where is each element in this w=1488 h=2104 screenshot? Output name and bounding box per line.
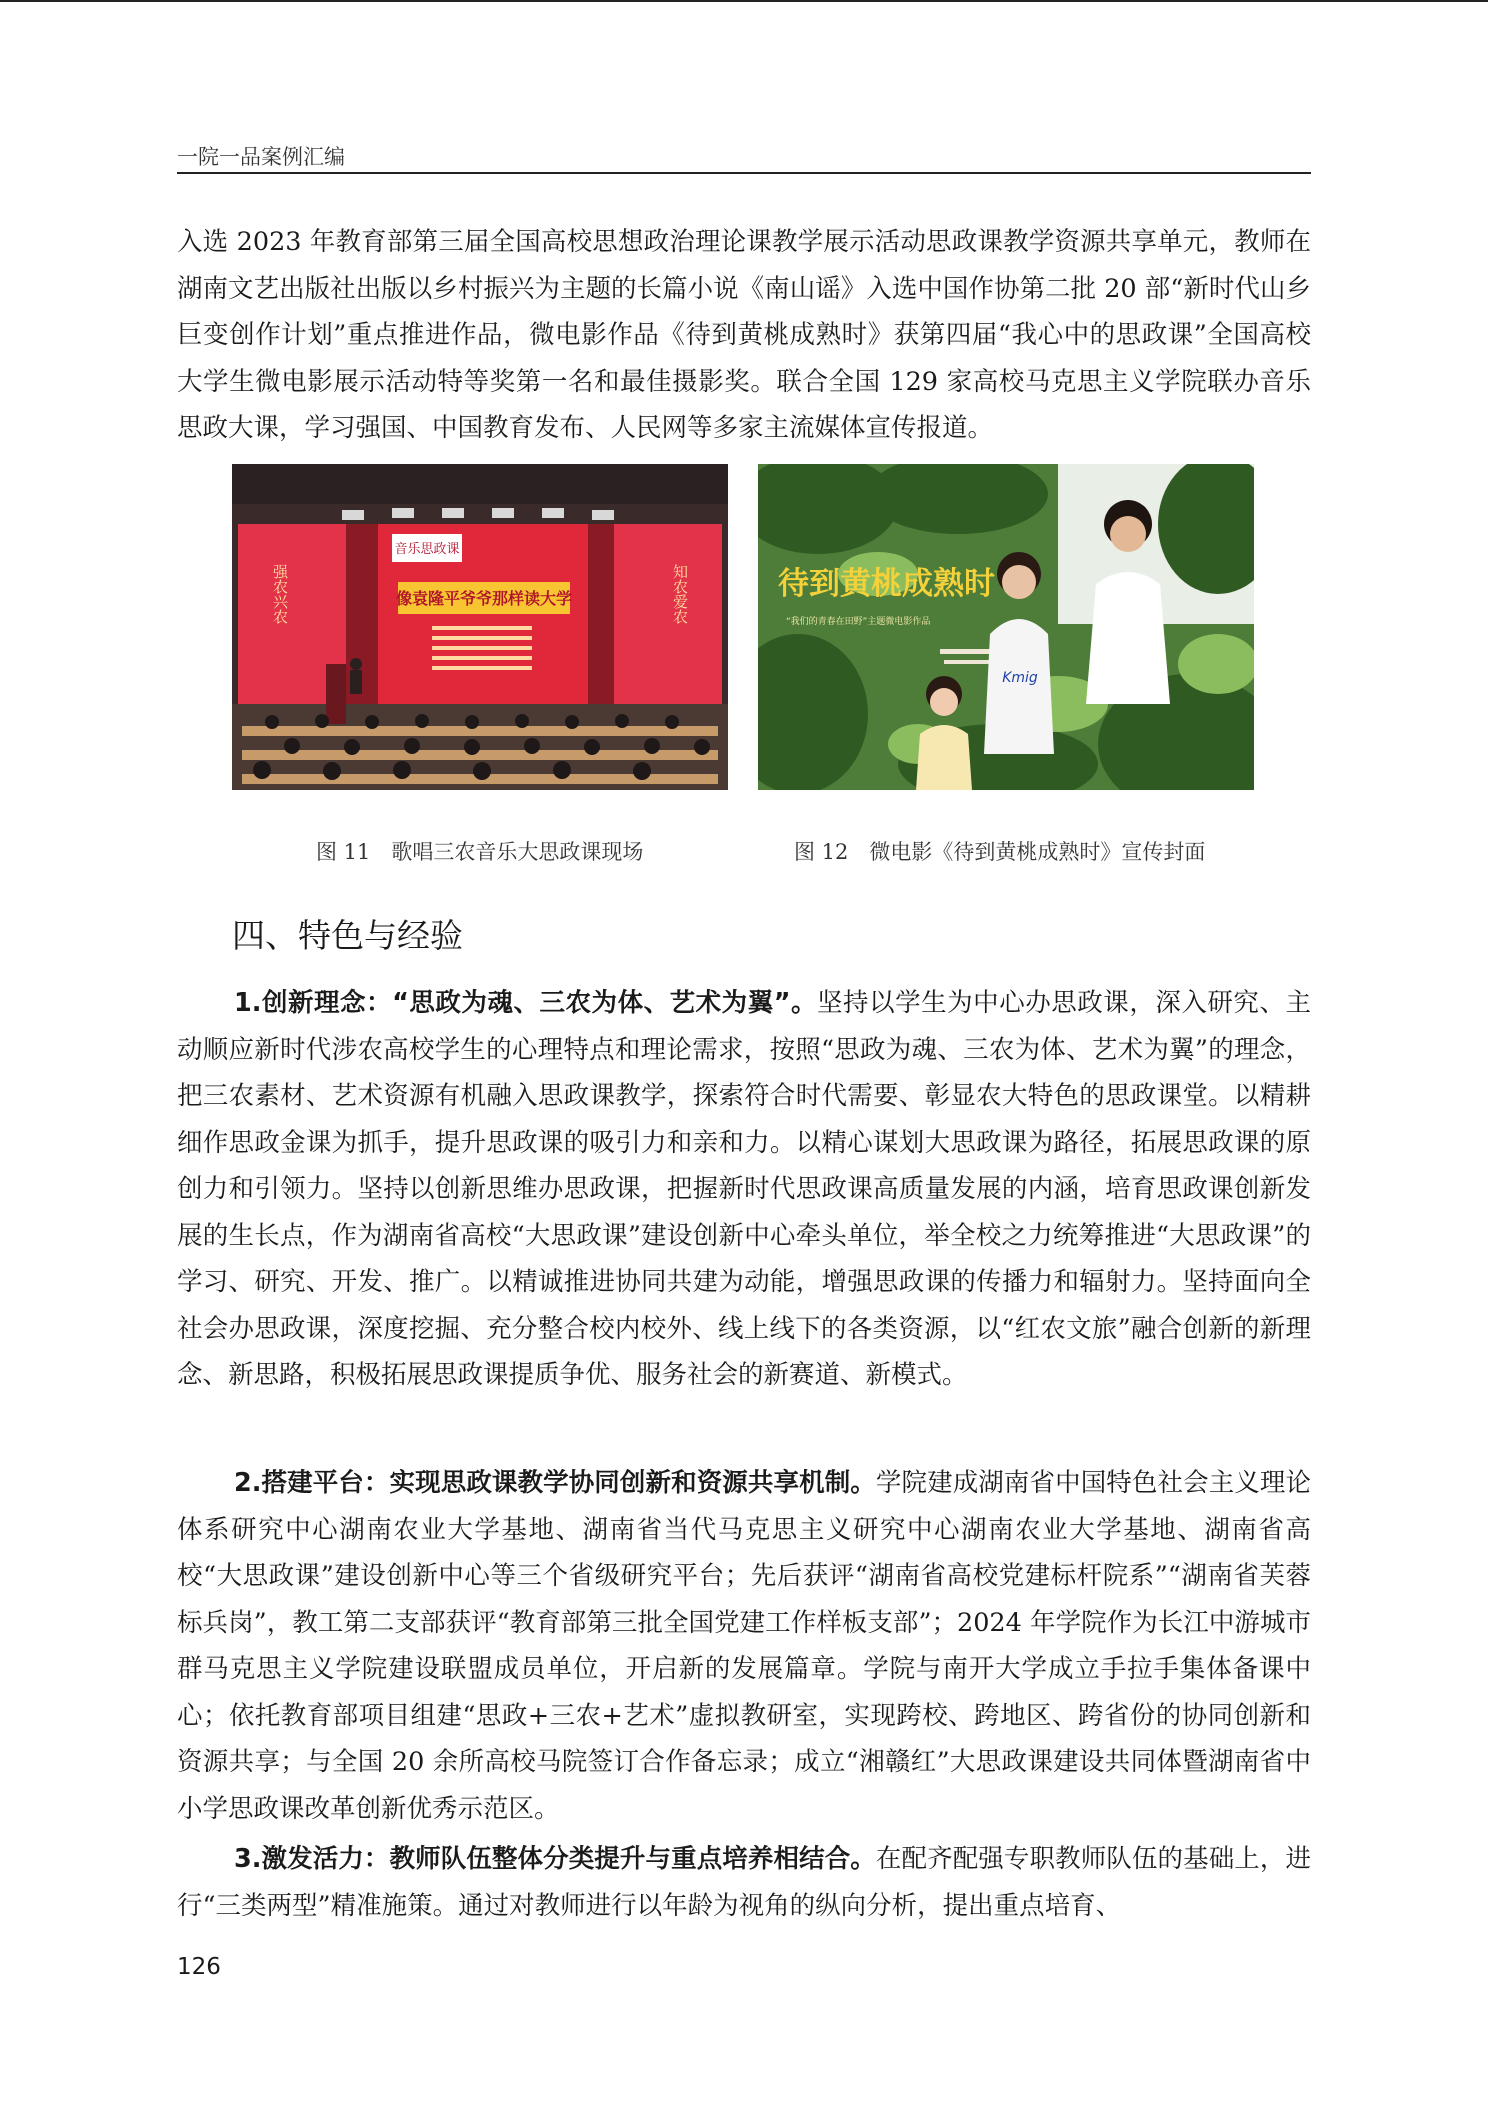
figure-11-photo: [232, 464, 728, 790]
film-subtitle: “我们的青春在田野”主题微电影作品: [786, 617, 931, 627]
item-2-body: 学院建成湖南省中国特色社会主义理论体系研究中心湖南农业大学基地、湖南省当代马克思主义研究中心湖南农业大学基地、湖南省高校“大思政课”建设创新中心等三个省级研究平台；先后获评“湖南省高校党建标杆院系”“湖南省芙蓉标兵岗”，教工第二支部获评“教育部第三批全国党建工作样板支部”；2024 年学院作为长江中游城市群马克思主义学院建设联盟成员单位，开启新的发展篇章。学院与南开大学成立手拉手集体备课中心；依托教育部项目组建“思政+三农+艺术”虚拟教研室，实现跨校、跨地区、跨省份的协同创新和资源共享；与全国 20 余所高校马院签订合作备忘录；成立“湘赣红”大思政课建设共同体暨湖南省中小学思政课改革创新优秀示范区。: [177, 1468, 1312, 1824]
screen-title: 像袁隆平爷爷那样读大学: [395, 589, 573, 608]
running-header: 一院一品案例汇编: [177, 145, 345, 169]
side-slogan-left: 强农兴农: [271, 564, 289, 624]
item-3-body: 在配齐配强专职教师队伍的基础上，进行“三类两型”精准施策。通过对教师进行以年龄为视角的纵向分析，提出重点培育、: [177, 1844, 1311, 1921]
item-2-paragraph: [177, 1460, 1311, 1832]
banner-label: 音乐思政课: [394, 542, 460, 557]
page-number: 126: [177, 1954, 221, 1980]
header-rule: [177, 172, 1311, 174]
item-1-paragraph: [177, 980, 1311, 1399]
figure-12-caption: 图 12 微电影《待到黄桃成熟时》宣传封面: [794, 840, 1206, 864]
item-1-lead: 1.创新理念：“思政为魂、三农为体、艺术为翼”。: [234, 988, 818, 1018]
page-top-border: [0, 0, 1488, 2]
film-title: 待到黄桃成熟时: [778, 566, 995, 602]
shirt-text: Kmig: [1002, 670, 1038, 686]
section-heading: 四、特色与经验: [232, 916, 463, 955]
item-1-body: 坚持以学生为中心办思政课，深入研究、主动顺应新时代涉农高校学生的心理特点和理论需求，按照“思政为魂、三农为体、艺术为翼”的理念，把三农素材、艺术资源有机融入思政课教学，探索符合时代需要、彰显农大特色的思政课堂。以精耕细作思政金课为抓手，提升思政课的吸引力和亲和力。以精心谋划大思政课为路径，拓展思政课的原创力和引领力。坚持以创新思维办思政课，把握新时代思政课高质量发展的内涵，培育思政课创新发展的生长点，作为湖南省高校“大思政课”建设创新中心牵头单位，举全校之力统筹推进“大思政课”的学习、研究、开发、推广。以精诚推进协同共建为动能，增强思政课的传播力和辐射力。坚持面向全社会办思政课，深度挖掘、充分整合校内校外、线上线下的各类资源，以“红农文旅”融合创新的新理念、新思路，积极拓展思政课提质争优、服务社会的新赛道、新模式。: [177, 988, 1311, 1390]
figure-11-caption: 图 11 歌唱三农音乐大思政课现场: [316, 840, 644, 864]
figure-12-photo: [758, 464, 1254, 790]
intro-paragraph: 入选 2023 年教育部第三届全国高校思想政治理论课教学展示活动思政课教学资源共享单元，教师在湖南文艺出版社出版以乡村振兴为主题的长篇小说《南山谣》入选中国作协第二批 20 部“新时代山乡巨变创作计划”重点推进作品，微电影作品《待到黄桃成熟时》获第四届“我心中的思政课”全国高校大学生微电影展示活动特等奖第一名和最佳摄影奖。联合全国 129 家高校马克思主义学院联办音乐思政大课，学习强国、中国教育发布、人民网等多家主流媒体宣传报道。: [177, 227, 1311, 443]
item-3-paragraph: [177, 1836, 1311, 1929]
item-2-lead: 2.搭建平台：实现思政课教学协同创新和资源共享机制。: [234, 1468, 876, 1498]
side-slogan-right: 知农爱农: [671, 564, 689, 624]
item-3-lead: 3.激发活力：教师队伍整体分类提升与重点培养相结合。: [234, 1844, 876, 1874]
